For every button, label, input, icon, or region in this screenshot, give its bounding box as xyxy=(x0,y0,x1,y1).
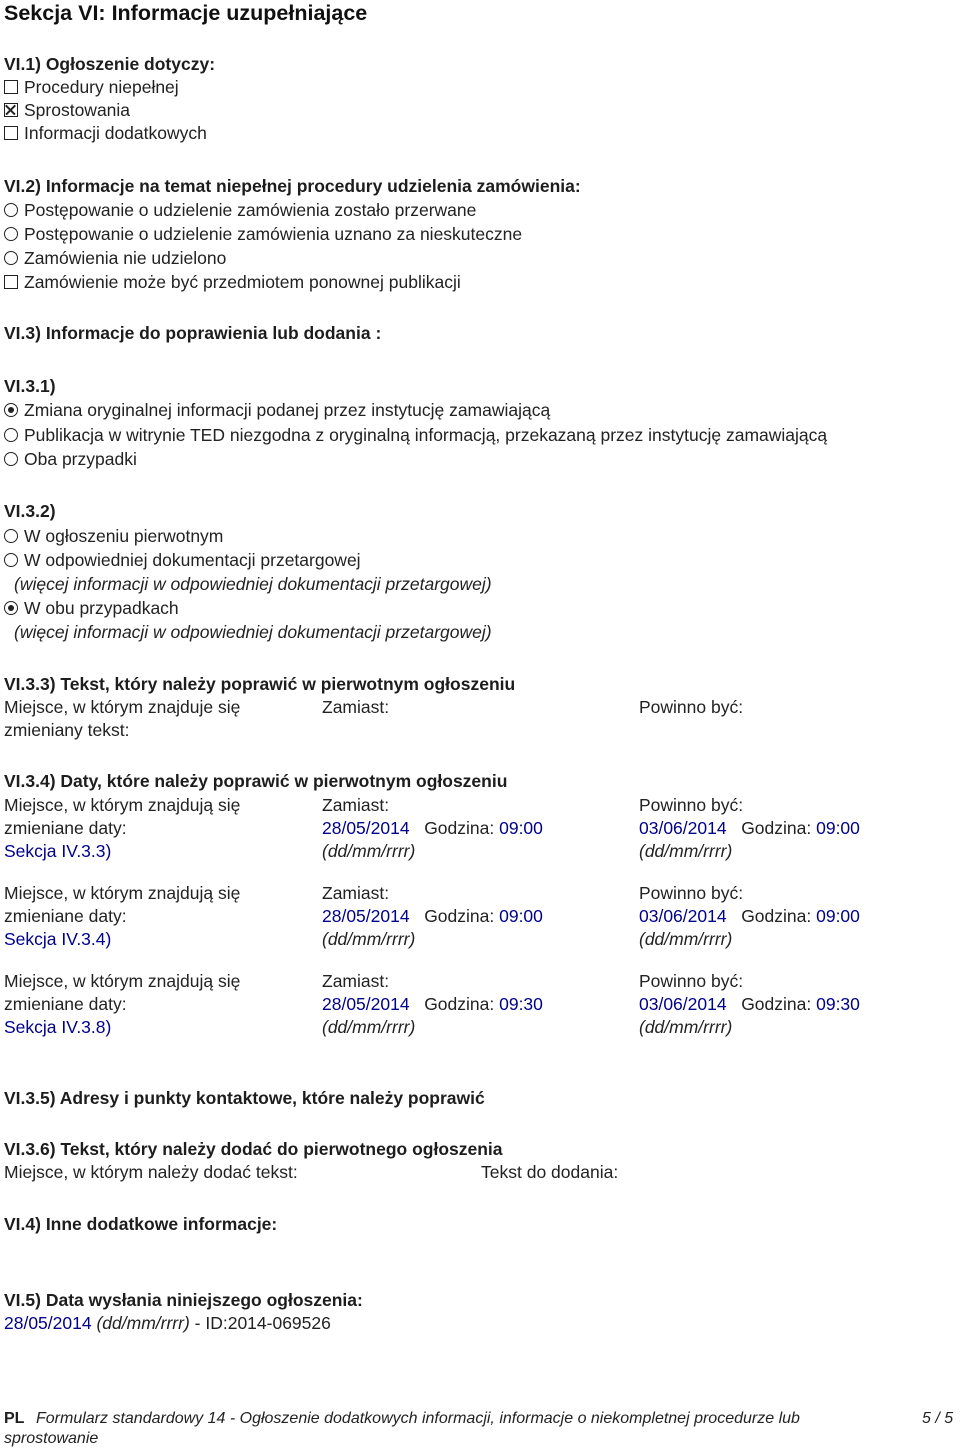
vi3-3-title: VI.3.3) Tekst, który należy poprawić w pierwotnym ogłoszeniu xyxy=(4,674,516,694)
old-date-time: 28/05/2014 Godzina: 09:00 xyxy=(322,818,543,838)
new-time: 09:00 xyxy=(816,906,860,926)
checkbox-unchecked-icon xyxy=(4,80,18,94)
section-ref: Sekcja IV.3.8) xyxy=(4,1017,112,1037)
new-date: 03/06/2014 xyxy=(639,818,727,838)
vi3-4-title: VI.3.4) Daty, które należy poprawić w pierwotnym ogłoszeniu xyxy=(4,771,508,791)
place-label-line1: Miejsce, w którym znajdują się xyxy=(4,971,241,991)
place-label-line2: zmieniane daty: xyxy=(4,906,127,926)
zamiast-label: Zamiast: xyxy=(322,795,390,815)
place-label-line2: zmieniany tekst: xyxy=(4,720,130,740)
vi2-title: VI.2) Informacje na temat niepełnej procedury udzielenia zamówienia: xyxy=(4,176,581,196)
new-time: 09:00 xyxy=(816,818,860,838)
powinno-label: Powinno być: xyxy=(639,795,744,815)
radio-publikacja-ted[interactable]: Publikacja w witrynie TED niezgodna z oryginalną informacją, przekazaną przez instytucję zamawiającą xyxy=(4,424,827,446)
place-label-line2: zmieniane daty: xyxy=(4,994,127,1014)
radio-selected-icon xyxy=(4,601,18,615)
old-date-time: 28/05/2014 Godzina: 09:00 xyxy=(322,906,543,926)
zamiast-label: Zamiast: xyxy=(322,971,390,991)
new-date: 03/06/2014 xyxy=(639,994,727,1014)
powinno-label: Powinno być: xyxy=(639,971,744,991)
note-dokumentacja-1: (więcej informacji w odpowiedniej dokumentacji przetargowej) xyxy=(14,574,492,594)
text-to-add-label: Tekst do dodania: xyxy=(481,1162,619,1182)
old-date: 28/05/2014 xyxy=(322,906,410,926)
old-date: 28/05/2014 xyxy=(322,994,410,1014)
date-format: (dd/mm/rrrr) xyxy=(322,929,416,949)
dispatch-date-line xyxy=(4,1312,331,1334)
radio-empty-icon xyxy=(4,251,18,265)
vi3-6-title: VI.3.6) Tekst, który należy dodać do pierwotnego ogłoszenia xyxy=(4,1139,503,1159)
checkbox-ponowna-publikacja[interactable]: Zamówienie może być przedmiotem ponownej publikacji xyxy=(4,271,461,293)
place-label-line1: Miejsce, w którym znajdują się xyxy=(4,795,241,815)
page-number: 5 / 5 xyxy=(922,1410,954,1427)
section-title: Sekcja VI: Informacje uzupełniające xyxy=(4,1,368,25)
zamiast-label: Zamiast: xyxy=(322,697,390,717)
note-dokumentacja-2: (więcej informacji w odpowiedniej dokumentacji przetargowej) xyxy=(14,622,492,642)
place-label-line1: Miejsce, w którym znajdują się xyxy=(4,883,241,903)
vi1-title: VI.1) Ogłoszenie dotyczy: xyxy=(4,54,216,74)
notice-id: - ID:2014-069526 xyxy=(194,1313,331,1333)
radio-oba-przypadki[interactable]: Oba przypadki xyxy=(4,448,137,470)
date-format: (dd/mm/rrrr) xyxy=(322,1017,416,1037)
old-time: 09:00 xyxy=(499,906,543,926)
radio-empty-icon xyxy=(4,553,18,567)
radio-selected-icon xyxy=(4,403,18,417)
zamiast-label: Zamiast: xyxy=(322,883,390,903)
place-label-line2: zmieniane daty: xyxy=(4,818,127,838)
checkbox-checked-icon xyxy=(4,103,18,117)
radio-empty-icon xyxy=(4,428,18,442)
radio-ogloszenie-pierwotne[interactable]: W ogłoszeniu pierwotnym xyxy=(4,525,223,547)
place-add-label: Miejsce, w którym należy dodać tekst: xyxy=(4,1162,298,1182)
checkbox-unchecked-icon xyxy=(4,275,18,289)
footer-lang: PL xyxy=(4,1410,25,1427)
radio-zamowienia-nie-udzielono[interactable]: Zamówienia nie udzielono xyxy=(4,247,226,269)
checkbox-unchecked-icon xyxy=(4,126,18,140)
vi3-title: VI.3) Informacje do poprawienia lub dodania : xyxy=(4,323,382,343)
radio-empty-icon xyxy=(4,452,18,466)
vi5-title: VI.5) Data wysłania niniejszego ogłoszenia: xyxy=(4,1290,363,1310)
checkbox-sprostowania[interactable]: Sprostowania xyxy=(4,99,130,121)
radio-zmiana-oryginalnej[interactable]: Zmiana oryginalnej informacji podanej przez instytucję zamawiającą xyxy=(4,399,550,421)
vi3-1-title: VI.3.1) xyxy=(4,376,56,396)
section-ref: Sekcja IV.3.4) xyxy=(4,929,112,949)
old-time: 09:30 xyxy=(499,994,543,1014)
footer-form-title: Formularz standardowy 14 - Ogłoszenie dodatkowych informacji, informacje o niekompletnej procedurze lub xyxy=(36,1410,800,1427)
date-format: (dd/mm/rrrr) xyxy=(96,1313,190,1333)
powinno-label: Powinno być: xyxy=(639,883,744,903)
radio-postepowanie-nieskuteczne[interactable]: Postępowanie o udzielenie zamówienia uznano za nieskuteczne xyxy=(4,223,522,245)
date-format: (dd/mm/rrrr) xyxy=(639,1017,733,1037)
radio-empty-icon xyxy=(4,529,18,543)
checkbox-informacji-dodatkowych[interactable]: Informacji dodatkowych xyxy=(4,122,207,144)
footer-form-title-cont: sprostowanie xyxy=(4,1430,99,1447)
powinno-label: Powinno być: xyxy=(639,697,744,717)
radio-empty-icon xyxy=(4,227,18,241)
new-date-time: 03/06/2014 Godzina: 09:00 xyxy=(639,818,860,838)
place-label-line1: Miejsce, w którym znajduje się xyxy=(4,697,241,717)
vi3-2-title: VI.3.2) xyxy=(4,501,56,521)
radio-dokumentacja-przetargowa[interactable]: W odpowiedniej dokumentacji przetargowej xyxy=(4,549,361,571)
radio-postepowanie-przerwane[interactable]: Postępowanie o udzielenie zamówienia zostało przerwane xyxy=(4,199,476,221)
new-date-time: 03/06/2014 Godzina: 09:30 xyxy=(639,994,860,1014)
vi4-title: VI.4) Inne dodatkowe informacje: xyxy=(4,1214,278,1234)
date-format: (dd/mm/rrrr) xyxy=(322,841,416,861)
new-date: 03/06/2014 xyxy=(639,906,727,926)
old-time: 09:00 xyxy=(499,818,543,838)
radio-empty-icon xyxy=(4,203,18,217)
checkbox-procedury-niepelnej[interactable]: Procedury niepełnej xyxy=(4,76,179,98)
new-date-time: 03/06/2014 Godzina: 09:00 xyxy=(639,906,860,926)
date-format: (dd/mm/rrrr) xyxy=(639,841,733,861)
vi3-5-title: VI.3.5) Adresy i punkty kontaktowe, które należy poprawić xyxy=(4,1088,485,1108)
dispatch-date: 28/05/2014 xyxy=(4,1313,92,1333)
date-format: (dd/mm/rrrr) xyxy=(639,929,733,949)
old-date-time: 28/05/2014 Godzina: 09:30 xyxy=(322,994,543,1014)
radio-obu-przypadkach[interactable]: W obu przypadkach xyxy=(4,597,179,619)
new-time: 09:30 xyxy=(816,994,860,1014)
old-date: 28/05/2014 xyxy=(322,818,410,838)
section-ref: Sekcja IV.3.3) xyxy=(4,841,112,861)
